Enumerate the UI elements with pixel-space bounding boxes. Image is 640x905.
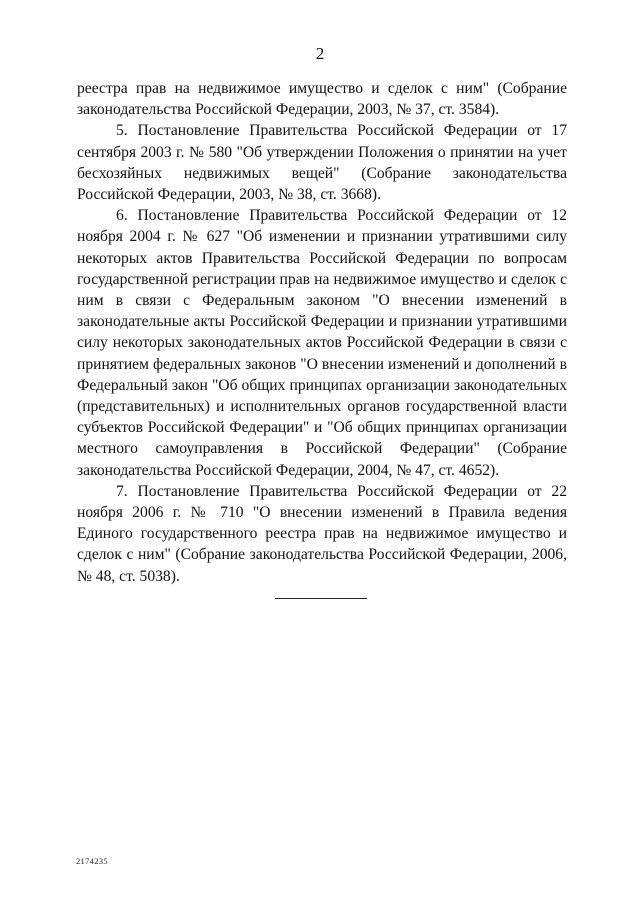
document-body xyxy=(77,78,567,587)
document-code: 2174235 xyxy=(76,856,108,866)
paragraph-item-7: 7. Постановление Правительства Российской Федерации от 22 ноября 2006 г. № 710 "О внесении изменений в Правила ведения Единого государственного реестра прав на недвижимое имущество и сделок с ним" (Собрание законодательства Российской Федерации, 2006, № 48, ст. 5038). xyxy=(77,482,567,585)
page-number: 2 xyxy=(315,44,325,63)
paragraph-continuation: реестра прав на недвижимое имущество и сделок с ним" (Собрание законодательства Российской Федерации, 2003, № 37, ст. 3584). xyxy=(77,80,567,119)
end-divider-line xyxy=(275,598,367,599)
paragraph-item-6: 6. Постановление Правительства Российской Федерации от 12 ноября 2004 г. № 627 "Об изменении и признании утратившими силу некоторых актов Правительства Российской Федерации по вопросам государственной регистрации прав на недвижимое имущество и сделок с ним в связи с Федеральным законом "О внесении изменений в законодательные акты Российской Федерации и признании утратившими силу некоторых законодательных актов Российской Федерации в связи с принятием федеральных законов "О внесении изменений и дополнений в Федеральный закон "Об общих принципах организации законодательных (представительных) и исполнительных органов государственной власти субъектов Российской Федерации" и "Об общих принципах организации местного самоуправления в Российской Федерации" (Собрание законодательства Российской Федерации, 2004, № 47, ст. 4652). xyxy=(77,207,567,479)
paragraph-item-5: 5. Постановление Правительства Российской Федерации от 17 сентября 2003 г. № 580 "Об утверждении Положения о принятии на учет бесхозяйных недвижимых вещей" (Собрание законодательства Российской Федерации, 2003, № 38, ст. 3668). xyxy=(77,122,567,204)
